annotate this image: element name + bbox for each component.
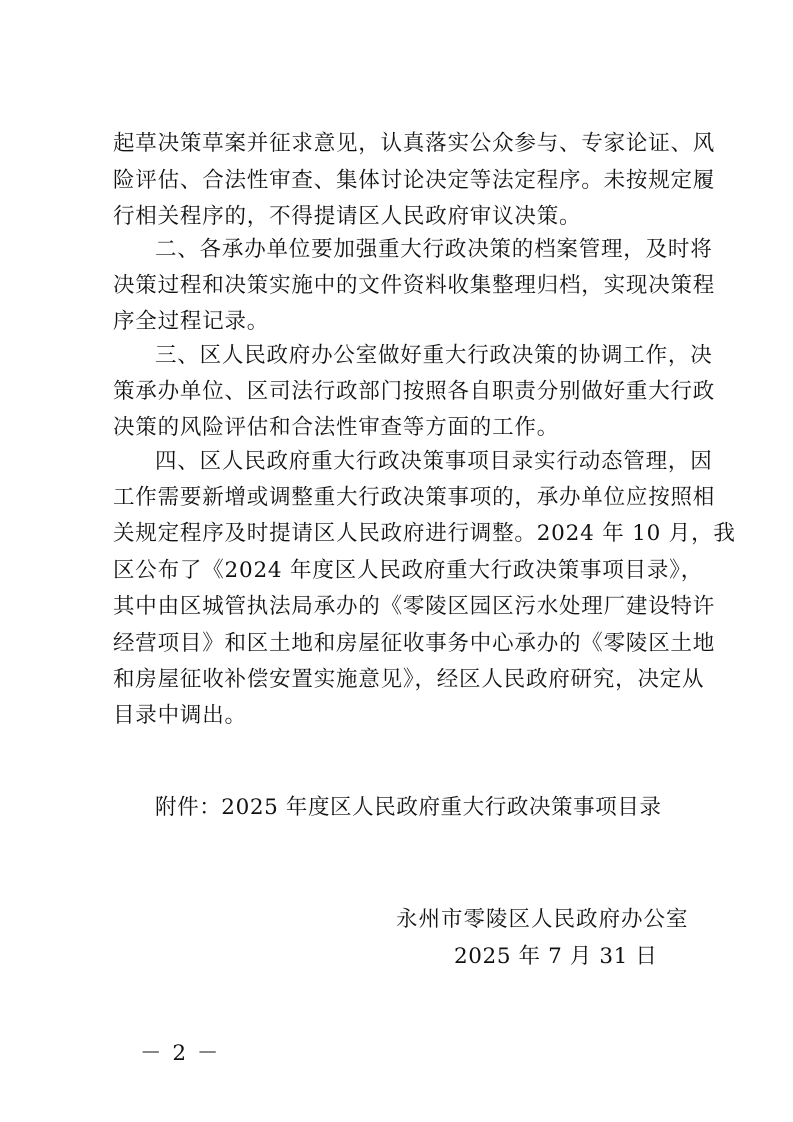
paragraph-line: 行相关程序的，不得提请区人民政府审议决策。	[113, 204, 582, 229]
page-number: － 2 －	[140, 1041, 221, 1066]
paragraph-line: 其中由区城管执法局承办的《零陵区园区污水处理厂建设特许	[113, 594, 716, 619]
paragraph-line: 决策的风险评估和合法性审查等方面的工作。	[113, 415, 560, 440]
paragraph-line: 决策过程和决策实施中的文件资料收集整理归档，实现决策程	[113, 273, 716, 298]
paragraph-line: 二、各承办单位要加强重大行政决策的档案管理，及时将	[155, 237, 713, 262]
paragraph-line: 起草决策草案并征求意见，认真落实公众参与、专家论证、风	[113, 131, 716, 156]
issuing-organization: 永州市零陵区人民政府办公室	[396, 907, 689, 932]
paragraph-line: 区公布了《2024 年度区人民政府重大行政决策事项目录》，	[113, 558, 704, 583]
paragraph-line: 险评估、合法性审查、集体讨论决定等法定程序。未按规定履	[113, 168, 716, 193]
paragraph-line: 策承办单位、区司法行政部门按照各自职责分别做好重大行政	[113, 379, 716, 404]
issue-date: 2025 年 7 月 31 日	[454, 944, 658, 969]
paragraph-line: 经营项目》和区土地和房屋征收事务中心承办的《零陵区土地	[113, 631, 716, 656]
paragraph-line: 三、区人民政府办公室做好重大行政决策的协调工作，决	[155, 343, 713, 368]
paragraph-line: 和房屋征收补偿安置实施意见》，经区人民政府研究，决定从	[113, 667, 705, 692]
paragraph-line: 四、区人民政府重大行政决策事项目录实行动态管理，因	[155, 449, 713, 474]
attachment-note: 附件：2025 年度区人民政府重大行政决策事项目录	[155, 795, 662, 820]
paragraph-line: 工作需要新增或调整重大行政决策事项的，承办单位应按照相	[113, 485, 716, 510]
paragraph-line: 目录中调出。	[113, 703, 247, 728]
paragraph-line: 序全过程记录。	[113, 309, 270, 334]
paragraph-line: 关规定程序及时提请区人民政府进行调整。2024 年 10 月，我	[113, 521, 736, 546]
